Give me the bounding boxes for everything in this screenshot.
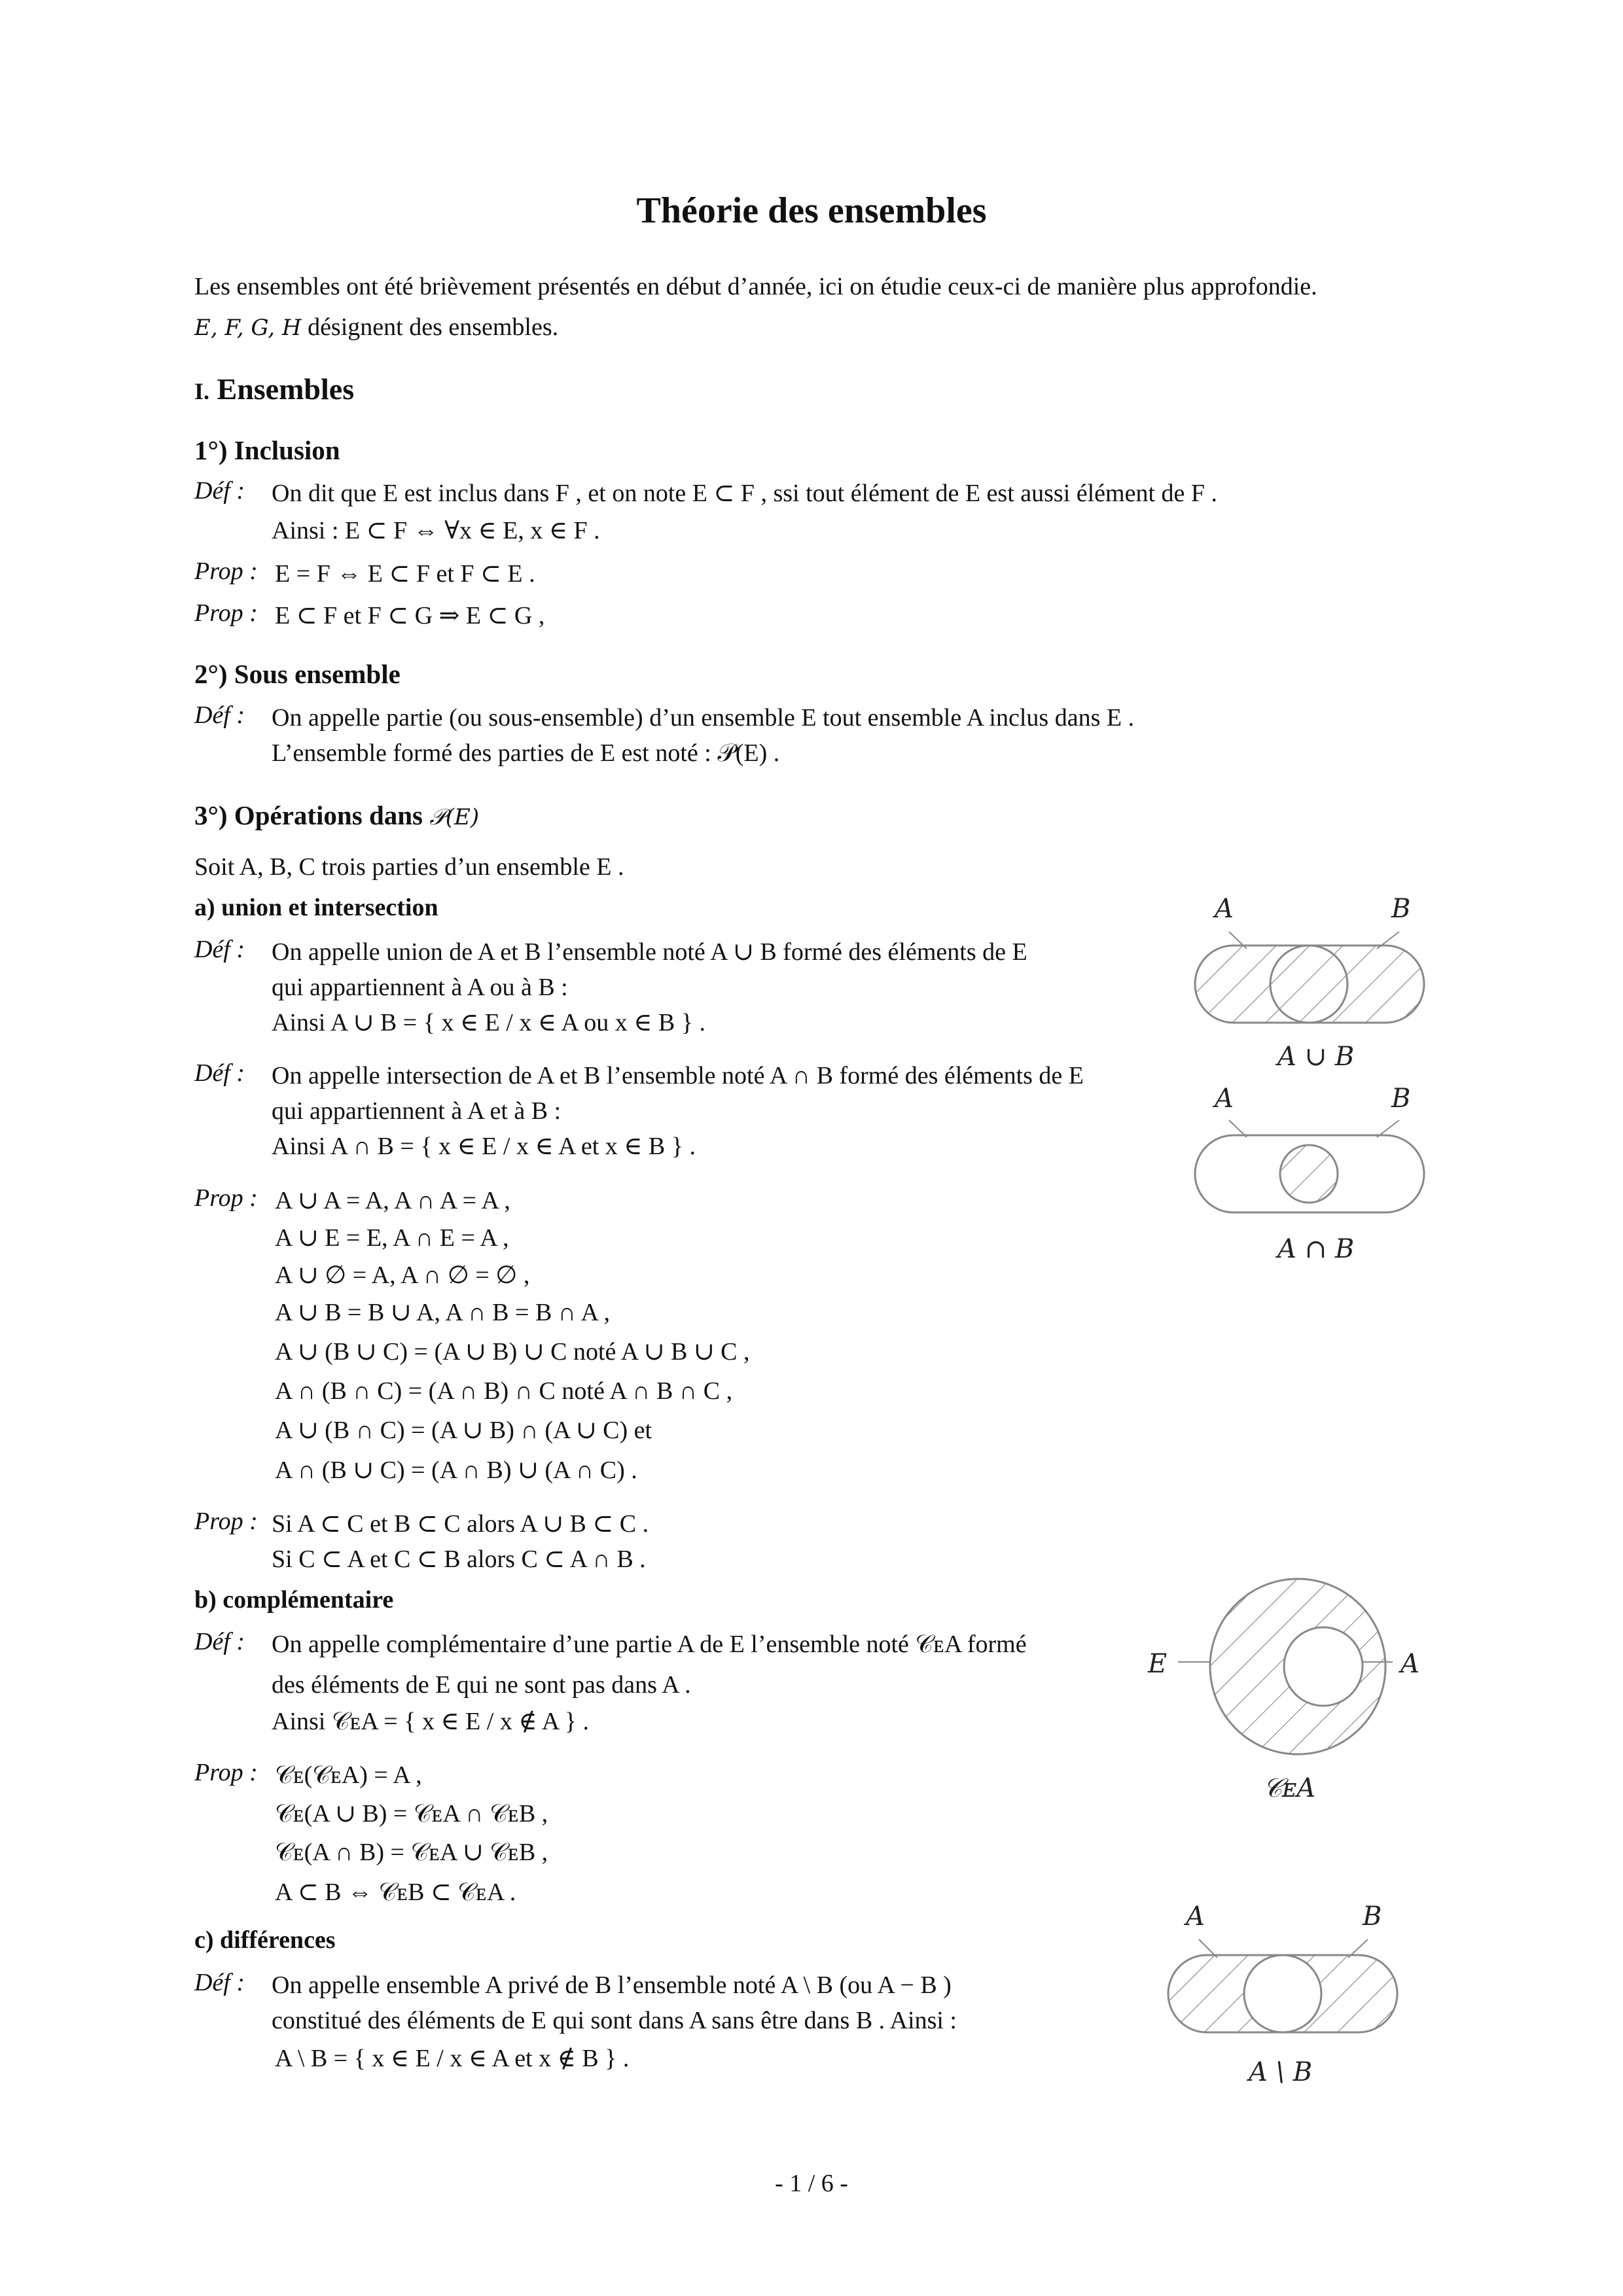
intersection-diagram [1178,1073,1440,1282]
def-partie-line: On appelle partie (ou sous-ensemble) d’un ensemble E tout ensemble A inclus dans E . [272,704,1135,732]
def-intersection-line-2: qui appartiennent à A et à B : [272,1097,562,1125]
subsection-heading-operations: 3°) Opérations dans 𝒫(E) [194,800,480,830]
prop-label: Prop : [194,1759,258,1786]
soit-line: Soit A, B, C trois parties d’un ensemble E . [194,853,624,881]
def-label: Déf : [194,1969,245,1996]
union-diagram [1178,877,1440,1099]
prop-label: Prop : [194,599,258,627]
subsection-heading-sous-ensemble: 2°) Sous ensemble [194,659,401,689]
prop-line: A ∪ E = E, A ∩ E = A , [275,1224,509,1252]
prop-label: Prop : [194,557,258,585]
prop-line: A ∪ (B ∩ C) = (A ∪ B) ∩ (A ∪ C) et [275,1417,652,1444]
def-difference-line-3: A \ B = { x ∈ E / x ∈ A et x ∉ B } . [275,2045,630,2072]
prop-line: A ∩ (B ∩ C) = (A ∩ B) ∩ C noté A ∩ B ∩ C , [275,1377,733,1405]
def-complementaire-line: On appelle complémentaire d’une partie A de E l’ensemble noté 𝒞ᴇA formé [272,1631,1027,1658]
def-inclusion-line-2: Ainsi : E ⊂ F ⇔ ∀x ∈ E, x ∈ F . [272,517,600,544]
heading-union-intersection: a) union et intersection [194,894,438,921]
difference-caption: A \ B [1249,2057,1313,2087]
set-label-b: B [1391,1084,1411,1114]
def-inclusion-line: On dit que E est inclus dans F , et on note E ⊂ F , ssi tout élément de E est aussi élément de F . [272,480,1218,507]
def-complementaire-line-3: Ainsi 𝒞ᴇA = { x ∈ E / x ∉ A } . [272,1708,589,1735]
set-label-e: E [1148,1649,1168,1679]
def-union-line: On appelle union de A et B l’ensemble noté A ∪ B formé des éléments de E [272,938,1027,966]
def-difference-line-2: constitué des éléments de E qui sont dans A sans être dans B . Ainsi : [272,2007,957,2034]
prop-si-line-2: Si C ⊂ A et C ⊂ B alors C ⊂ A ∩ B . [272,1545,646,1573]
set-label-a: A [1400,1649,1419,1679]
def-label: Déf : [194,1059,245,1087]
set-label-b: B [1363,1901,1382,1932]
intro-line: Les ensembles ont été brièvement présentés en début d’année, ici on étudie ceux-ci de manière plus approfondie. [194,273,1317,300]
def-label: Déf : [194,1628,245,1655]
section-heading-ensembles: I. Ensembles [194,372,355,406]
intro-line-2: E, F, G, H désignent des ensembles. [194,313,559,341]
set-label-b: B [1391,894,1411,924]
def-difference-line: On appelle ensemble A privé de B l’ensemble noté A \ B (ou A − B ) [272,1971,952,1999]
prop-line: A ∪ B = B ∪ A, A ∩ B = B ∩ A , [275,1299,610,1326]
prop-line: A ∪ ∅ = A, A ∩ ∅ = ∅ , [275,1262,530,1289]
difference-diagram [1152,1884,1427,2113]
intersection-caption: A ∩ B [1277,1234,1355,1264]
prop-comp-line: 𝒞ᴇ(A ∩ B) = 𝒞ᴇA ∪ 𝒞ᴇB , [275,1839,548,1866]
prop-line: A ∩ (B ∪ C) = (A ∩ B) ∪ (A ∩ C) . [275,1457,637,1484]
heading-complementaire: b) complémentaire [194,1586,394,1614]
subsection-heading-inclusion: 1°) Inclusion [194,435,340,465]
prop-equality: E = F ⇔ E ⊂ F et F ⊂ E . [275,560,535,588]
union-caption: A ∪ B [1277,1042,1355,1072]
def-complementaire-line-2: des éléments de E qui ne sont pas dans A . [272,1671,691,1699]
def-label: Déf : [194,701,245,729]
prop-transitivity: E ⊂ F et F ⊂ G ⇒ E ⊂ G , [275,602,545,629]
def-partie-line-2: L’ensemble formé des parties de E est noté : 𝒫(E) . [272,739,780,767]
def-intersection-line-3: Ainsi A ∩ B = { x ∈ E / x ∈ A et x ∈ B } . [272,1133,696,1160]
prop-line: A ∪ (B ∪ C) = (A ∪ B) ∪ C noté A ∪ B ∪ C , [275,1338,750,1366]
prop-label: Prop : [194,1184,258,1212]
page-title: Théorie des ensembles [636,190,987,231]
prop-comp-line: 𝒞ᴇ(𝒞ᴇA) = A , [275,1761,422,1789]
prop-si-line: Si A ⊂ C et B ⊂ C alors A ∪ B ⊂ C . [272,1510,649,1538]
complementaire-caption: 𝒞ᴇA [1263,1773,1316,1803]
page-number: - 1 / 6 - [775,2170,848,2197]
def-union-line-2: qui appartiennent à A ou à B : [272,974,568,1001]
prop-label: Prop : [194,1508,258,1535]
set-label-a: A [1215,894,1234,924]
prop-comp-line: A ⊂ B ⇔ 𝒞ᴇB ⊂ 𝒞ᴇA . [275,1879,516,1906]
prop-comp-line: 𝒞ᴇ(A ∪ B) = 𝒞ᴇA ∩ 𝒞ᴇB , [275,1800,548,1828]
set-label-a: A [1215,1084,1234,1114]
def-union-line-3: Ainsi A ∪ B = { x ∈ E / x ∈ A ou x ∈ B } . [272,1009,705,1036]
def-label: Déf : [194,477,245,504]
heading-differences: c) différences [194,1926,336,1954]
set-label-a: A [1186,1901,1205,1932]
def-intersection-line: On appelle intersection de A et B l’ensemble noté A ∩ B formé des éléments de E [272,1062,1084,1089]
complementaire-diagram [1139,1570,1440,1819]
prop-line: A ∪ A = A, A ∩ A = A , [275,1187,510,1214]
def-label: Déf : [194,936,245,963]
